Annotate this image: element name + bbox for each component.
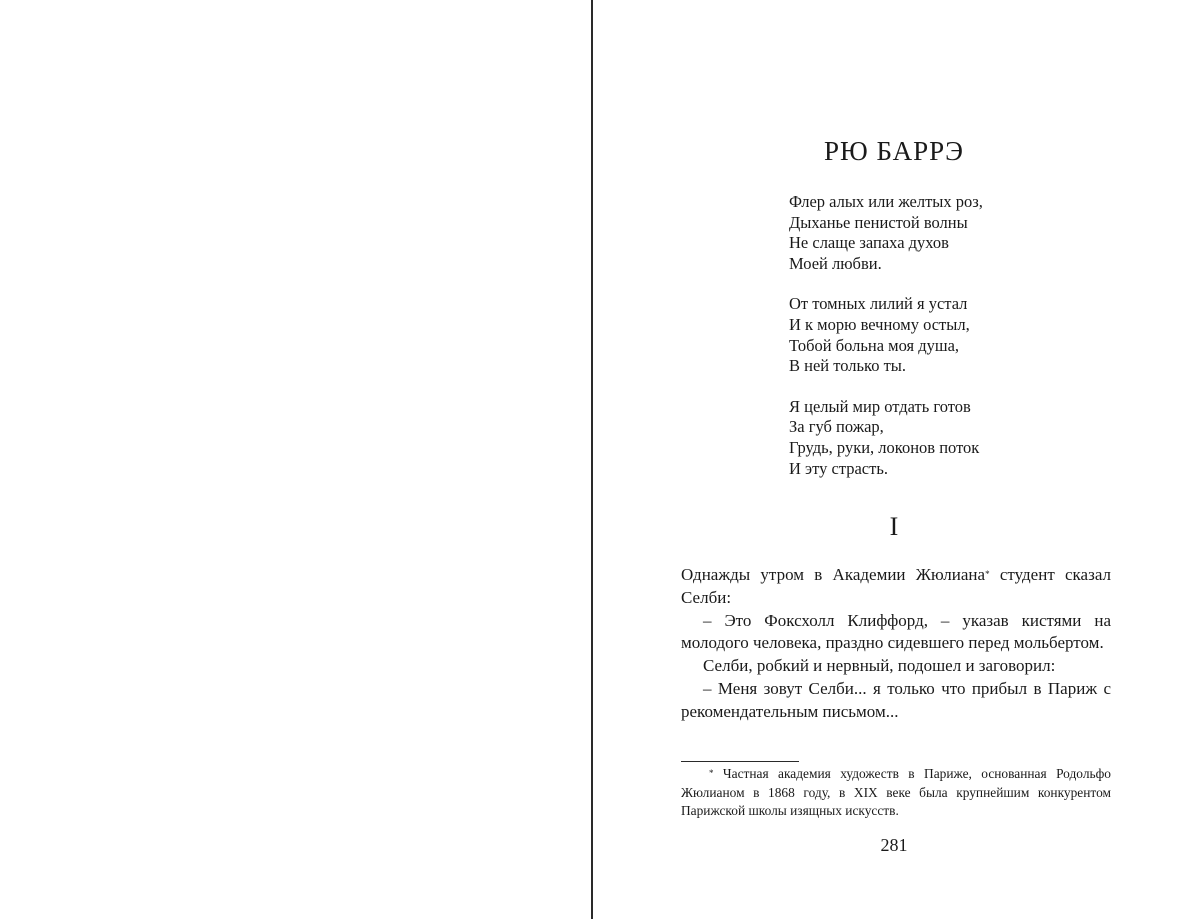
footnote xyxy=(681,765,1111,821)
paragraph-text: Однажды утром в Академии Жюлиана xyxy=(681,565,986,584)
paragraph-text: студент сказал Селби: xyxy=(681,565,1111,607)
footnote-text: Частная академия художеств в Париже, основанная Родольфо Жюлианом в 1868 году, в XIX веке была крупнейшим конкурентом Парижской школы изящных искусств. xyxy=(681,766,1111,818)
chapter-number: I xyxy=(889,512,899,541)
story-title: РЮ БАРРЭ xyxy=(823,136,965,166)
poem-line: Я целый мир отдать готов xyxy=(789,396,971,416)
poem-line: Дыханье пенистой волны xyxy=(789,212,968,232)
poem-stanza xyxy=(789,294,983,376)
poem-stanza xyxy=(789,397,983,479)
poem-line: И к морю вечному остыл, xyxy=(789,314,970,334)
footnote-rule xyxy=(681,761,799,762)
poem-line: Грудь, руки, локонов поток xyxy=(789,437,980,457)
right-page xyxy=(593,0,1195,919)
page-number: 281 xyxy=(880,835,908,855)
paragraph: – Это Фоксхолл Клиффорд, – указав кистями на молодого человека, праздно сидевшего перед мольбертом. xyxy=(681,610,1111,653)
poem-stanza xyxy=(789,192,983,274)
poem-line: Не слаще запаха духов xyxy=(789,233,949,253)
poem-line: Тобой больна моя душа, xyxy=(789,335,960,355)
poem-line: И эту страсть. xyxy=(789,458,888,478)
paragraph: – Меня зовут Селби... я только что прибыл в Париж с рекомендательным письмом... xyxy=(681,678,1111,721)
poem-line: От томных лилий я устал xyxy=(789,294,968,314)
paragraph: Селби, робкий и нервный, подошел и заговорил: xyxy=(703,656,1056,676)
paragraph xyxy=(681,564,1111,610)
poem-line: В ней только ты. xyxy=(789,356,906,376)
footnote-marker: * xyxy=(985,569,990,579)
epigraph-poem xyxy=(789,192,983,499)
poem-line: Моей любви. xyxy=(789,253,882,273)
poem-line: Флер алых или желтых роз, xyxy=(789,192,983,211)
story-text xyxy=(681,564,1111,724)
left-page-blank xyxy=(0,0,591,919)
footnote-marker: * xyxy=(709,768,714,778)
poem-line: За губ пожар, xyxy=(789,417,884,437)
